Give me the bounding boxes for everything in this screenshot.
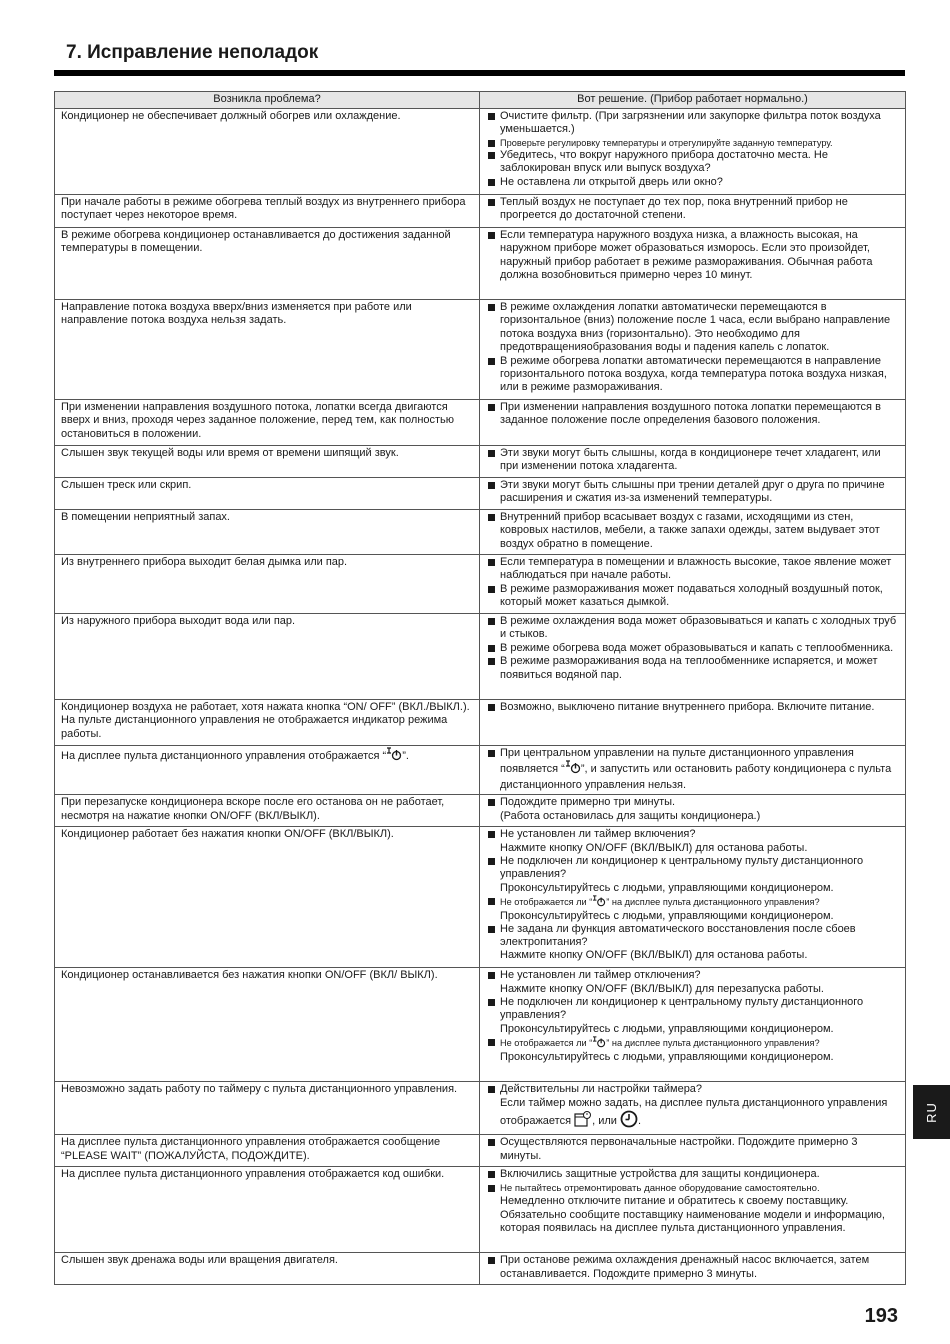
table-row — [55, 795, 906, 827]
problem-cell — [55, 746, 480, 795]
table-row — [55, 746, 906, 795]
central-control-icon — [592, 1036, 606, 1051]
solution-cell — [480, 746, 906, 795]
solution-cell — [480, 228, 906, 300]
solution-item: Проверьте регулировку температуры и отрегулируйте заданную температуру. — [486, 137, 899, 149]
solution-item: Не установлен ли таймер включения? Нажмите кнопку ON/OFF (ВКЛ/ВЫКЛ) для останова работы. — [486, 828, 899, 855]
problem-cell: Слышен звук текущей воды или время от времени шипящий звук. — [55, 446, 480, 478]
problem-cell: Невозможно задать работу по таймеру с пульта дистанционного управления. — [55, 1082, 480, 1135]
solution-item: При останове режима охлаждения дренажный насос включается, затем останавливается. Подождите примерно 3 минуты. — [486, 1254, 899, 1281]
problem-cell: В помещении неприятный запах. — [55, 510, 480, 555]
solution-item: Не подключен ли кондиционер к центральному пульту дистанционного управления? Проконсультируйтесь с людьми, управляющими кондиционером. — [486, 855, 899, 895]
weekly-timer-icon — [574, 1111, 592, 1131]
problem-text: На дисплее пульта дистанционного управления отображается “ — [61, 750, 387, 763]
solution-cell — [480, 700, 906, 746]
table-row — [55, 827, 906, 968]
solution-item: При изменении направления воздушного потока лопатки перемещаются в заданное положение после определения базового положения. — [486, 401, 899, 428]
solution-cell — [480, 109, 906, 195]
solution-item: Эти звуки могут быть слышны, когда в кондиционере течет хладагент, или при изменении потока хладагента. — [486, 447, 899, 474]
table-row — [55, 1135, 906, 1167]
solution-item: Убедитесь, что вокруг наружного прибора достаточно места. Не заблокирован впуск или выпуск воздуха? — [486, 149, 899, 176]
solution-text: Действительны ли настройки таймера? Если таймер можно задать, на дисплее пульта дистанционного управления отображается — [500, 1083, 888, 1128]
problem-text-end: ”. — [402, 750, 409, 763]
central-control-icon — [565, 760, 581, 778]
solution-item: Если температура наружного воздуха низка, а влажность высокая, на наружном приборе может образоваться изморось. Если это произойдет, наружный прибор работает в режиме размораживания. Обычная работа должна возобновиться примерно через 10 минут. — [486, 229, 899, 283]
table-row — [55, 1167, 906, 1253]
problem-cell: Из внутреннего прибора выходит белая дымка или пар. — [55, 555, 480, 614]
table-header-row — [55, 92, 906, 109]
solution-cell — [480, 478, 906, 510]
solution-cell — [480, 1082, 906, 1135]
central-control-icon — [592, 895, 606, 910]
title-rule — [54, 70, 905, 76]
solution-text-end: ” на дисплее пульта дистанционного управления? — [606, 1038, 820, 1049]
problem-cell: Кондиционер воздуха не работает, хотя нажата кнопка “ON/ OFF” (ВКЛ./ВЫКЛ.). На пульте дистанционного управления не отображается индикатор режима работы. — [55, 700, 480, 746]
solution-item: В режиме размораживания вода на теплообменнике испаряется, и может появиться водяной пар. — [486, 655, 899, 682]
table-row — [55, 446, 906, 478]
problem-cell: На дисплее пульта дистанционного управления отображается сообщение “PLEASE WAIT” (ПОЖАЛУЙСТА, ПОДОЖДИТЕ). — [55, 1135, 480, 1167]
problem-cell: При перезапуске кондиционера вскоре после его останова он не работает, несмотря на нажатие кнопки ON/OFF (ВКЛ/ВЫКЛ). — [55, 795, 480, 827]
solution-text: Проконсультируйтесь с людьми, управляющими кондиционером. — [500, 910, 834, 923]
solution-cell — [480, 400, 906, 446]
solution-item: Не подключен ли кондиционер к центральному пульту дистанционного управления? Проконсультируйтесь с людьми, управляющими кондиционером. — [486, 996, 899, 1036]
table-row — [55, 700, 906, 746]
table-row — [55, 300, 906, 400]
solution-item: В режиме охлаждения вода может образовываться и капать с холодных труб и стыков. — [486, 615, 899, 642]
solution-text: Не отображается ли “ — [500, 1038, 593, 1049]
solution-cell — [480, 795, 906, 827]
solution-text: Не отображается ли “ — [500, 897, 593, 908]
troubleshooting-table — [54, 91, 906, 1285]
clock-icon — [620, 1110, 638, 1132]
problem-cell: Кондиционер останавливается без нажатия кнопки ON/OFF (ВКЛ/ ВЫКЛ). — [55, 968, 480, 1082]
solution-cell — [480, 1167, 906, 1253]
solution-item: Не оставлена ли открытой дверь или окно? — [486, 176, 899, 189]
solution-item — [486, 1182, 899, 1236]
table-row — [55, 614, 906, 700]
solution-item: Осуществляются первоначальные настройки. Подождите примерно 3 минуты. — [486, 1136, 899, 1163]
problem-cell: Кондиционер работает без нажатия кнопки ON/OFF (ВКЛ/ВЫКЛ). — [55, 827, 480, 968]
solution-text-end: ” на дисплее пульта дистанционного управления? — [606, 897, 820, 908]
problem-cell: Слышен звук дренажа воды или вращения двигателя. — [55, 1253, 480, 1285]
solution-cell — [480, 555, 906, 614]
page-number: 193 — [864, 1305, 898, 1327]
solution-item — [486, 747, 899, 792]
solution-item: В режиме охлаждения лопатки автоматически перемещаются в горизонтальное (вниз) положение после 1 часа, если выбрано направление потока воздуха вниз (горизонтально). Это необходимо для предотвращенияобразования воды и падения капель с лопаток. — [486, 301, 899, 355]
solution-item: Если температура в помещении и влажность высокие, такое явление может наблюдаться при начале работы. — [486, 556, 899, 583]
solution-cell — [480, 300, 906, 400]
solution-cell — [480, 1253, 906, 1285]
table-row — [55, 478, 906, 510]
table-row — [55, 1253, 906, 1285]
solution-cell — [480, 827, 906, 968]
col-header-solution: Вот решение. (Прибор работает нормально.) — [480, 92, 906, 109]
central-control-icon — [386, 747, 402, 765]
col-header-problem: Возникла проблема? — [55, 92, 480, 109]
solution-text: Немедленно отключите питание и обратитесь к своему поставщику. Обязательно сообщите поставщику наименование модели и информацию, которая появилась на дисплее пульта дистанционного управления. — [500, 1195, 885, 1235]
solution-item: Очистите фильтр. (При загрязнении или закупорке фильтра поток воздуха уменьшается.) — [486, 110, 899, 137]
solution-item: В режиме обогрева вода может образовываться и капать с теплообменника. — [486, 642, 899, 655]
table-row — [55, 109, 906, 195]
solution-cell — [480, 510, 906, 555]
problem-cell: Кондиционер не обеспечивает должный обогрев или охлаждение. — [55, 109, 480, 195]
solution-item: В режиме обогрева лопатки автоматически перемещаются в направление горизонтального потока воздуха, когда температура потока воздуха низкая, или в режиме размораживания. — [486, 355, 899, 395]
solution-item: Возможно, выключено питание внутреннего прибора. Включите питание. — [486, 701, 899, 714]
table-row — [55, 1082, 906, 1135]
solution-item: Внутренний прибор всасывает воздух с газами, исходящими из стен, ковровых настилов, мебели, а также запахи одежды, затем выдувает этот воздух обратно в помещение. — [486, 511, 899, 551]
problem-cell: При начале работы в режиме обогрева теплый воздух из внутреннего прибора поступает через некоторое время. — [55, 195, 480, 228]
problem-cell: Слышен треск или скрип. — [55, 478, 480, 510]
solution-text: При центральном управлении на пульте дистанционного управления появляется “ — [500, 747, 854, 776]
solution-item: Не установлен ли таймер отключения? Нажмите кнопку ON/OFF (ВКЛ/ВЫКЛ) для перезапуска работы. — [486, 969, 899, 996]
solution-cell — [480, 614, 906, 700]
solution-item: Эти звуки могут быть слышны при трении деталей друг о друга по причине расширения и сжатия из-за изменений температуры. — [486, 479, 899, 506]
problem-cell: В режиме обогрева кондиционер останавливается до достижения заданной температуры в помещении. — [55, 228, 480, 300]
table-row — [55, 400, 906, 446]
table-row — [55, 555, 906, 614]
solution-cell — [480, 195, 906, 228]
solution-item: В режиме размораживания может подаваться холодный воздушный поток, который может казаться дымкой. — [486, 583, 899, 610]
table-row — [55, 195, 906, 228]
language-tab-label: RU — [924, 1101, 939, 1123]
solution-item: Не задана ли функция автоматического восстановления после сбоев электропитания? Нажмите кнопку ON/OFF (ВКЛ/ВЫКЛ) для останова работы. — [486, 923, 899, 963]
solution-text: , или — [592, 1115, 620, 1128]
solution-item: Теплый воздух не поступает до тех пор, пока внутренний прибор не прогреется до достаточной степени. — [486, 196, 899, 223]
problem-cell: На дисплее пульта дистанционного управления отображается код ошибки. — [55, 1167, 480, 1253]
table-row — [55, 968, 906, 1082]
solution-item — [486, 1083, 899, 1132]
solution-text: Не пытайтесь отремонтировать данное оборудование самостоятельно. — [500, 1182, 820, 1194]
solution-text-end: ”, и запустить или остановить работу кондиционера с пульта дистанционного управления нельзя. — [500, 763, 892, 791]
problem-cell: При изменении направления воздушного потока, лопатки всегда двигаются вверх и вниз, проходя через заданное положение, перед тем, как полностью остановиться в положении. — [55, 400, 480, 446]
solution-cell — [480, 446, 906, 478]
solution-item — [486, 1036, 899, 1063]
table-row — [55, 510, 906, 555]
solution-cell — [480, 968, 906, 1082]
solution-item — [486, 895, 899, 922]
solution-item: Подождите примерно три минуты. (Работа остановилась для защиты кондиционера.) — [486, 796, 899, 823]
page-title: 7. Исправление неполадок — [66, 42, 319, 63]
problem-cell: Из наружного прибора выходит вода или пар. — [55, 614, 480, 700]
solution-text: Проконсультируйтесь с людьми, управляющими кондиционером. — [500, 1051, 834, 1064]
language-tab — [913, 1085, 950, 1139]
problem-cell: Направление потока воздуха вверх/вниз изменяется при работе или направление потока воздуха нельзя задать. — [55, 300, 480, 400]
solution-cell — [480, 1135, 906, 1167]
table-row — [55, 228, 906, 300]
solution-item: Включились защитные устройства для защиты кондиционера. — [486, 1168, 899, 1181]
solution-text-end: . — [638, 1115, 642, 1128]
